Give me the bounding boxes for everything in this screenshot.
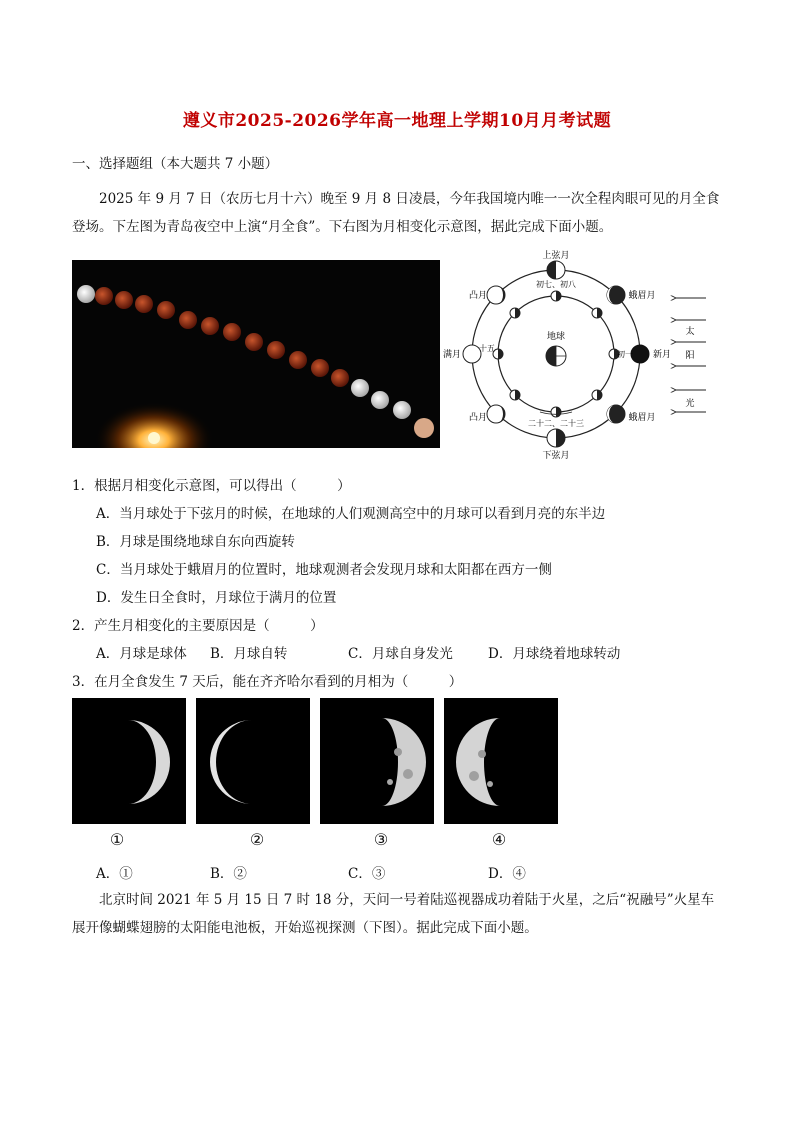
sunlight-char-2: 阳: [685, 351, 695, 361]
label-first-quarter-days: 初七、初八: [536, 280, 576, 289]
question-1-option-c[interactable]: C．当月球处于蛾眉月的位置时，地球观测者会发现月球和太阳都在西方一侧: [96, 562, 552, 578]
question-1-option-d[interactable]: D．发生日全食时，月球位于满月的位置: [96, 590, 337, 606]
question-2-option-a[interactable]: A．月球是球体: [96, 646, 187, 662]
lunar-eclipse-illustration: [72, 260, 440, 448]
question-3-option-a[interactable]: A．①: [96, 866, 133, 882]
question-1-option-b[interactable]: B．月球是围绕地球自东向西旋转: [96, 534, 295, 550]
closing-paragraph: 北京时间 2021 年 5 月 15 日 7 时 18 分，天问一号着陆巡视器成功着陆于火星，之后“祝融号”火星车展开像蝴蝶翅膀的太阳能电池板，开始巡视探测（下图）。据此完成下面小题。: [72, 892, 715, 936]
question-3-option-b[interactable]: B．②: [210, 866, 247, 882]
question-2-option-b[interactable]: B．月球自转: [210, 646, 288, 662]
question-1-option-a[interactable]: A．当月球处于下弦月的时候，在地球的人们观测高空中的月球可以看到月亮的东半边: [96, 506, 606, 522]
page-title: 遵义市2025-2026学年高一地理上学期10月月考试题: [182, 111, 612, 131]
moon-phase-photo-3: [320, 698, 434, 824]
label-first-quarter: 上弦月: [542, 251, 570, 261]
question-2-option-c[interactable]: C．月球自身发光: [348, 646, 453, 662]
lunar-eclipse-photo: [72, 260, 440, 448]
sunlight-char-3: 光: [685, 399, 695, 409]
intro-paragraph: 2025 年 9 月 7 日（农历七月十六）晚至 9 月 8 日凌晨，今年我国境内唯一一次全程肉眼可见的月全食登场。下左图为青岛夜空中上演“月全食”。下右图为月相变化示意图，据此完成下面小题。: [72, 191, 720, 235]
label-earth: 地球: [546, 332, 566, 342]
label-crescent-bottom: 蛾眉月: [628, 413, 656, 423]
question-3-option-d[interactable]: D．④: [488, 866, 526, 882]
label-new-moon-days: 初一: [617, 350, 633, 359]
label-gibbous-bottom: 凸月: [468, 413, 488, 423]
label-last-quarter-days: 二十二、二十三: [528, 419, 584, 428]
photo-label-1: ①: [109, 830, 125, 849]
moon-phase-photo-2: [196, 698, 310, 824]
photo-label-2: ②: [249, 830, 265, 849]
question-3-option-c[interactable]: C．③: [348, 866, 386, 882]
label-full-moon-days: 十五: [479, 344, 495, 353]
question-2-stem: 2．产生月相变化的主要原因是（ ）: [72, 618, 324, 634]
photo-label-3: ③: [373, 830, 389, 849]
label-full-moon: 满月: [442, 350, 462, 360]
question-2-option-d[interactable]: D．月球绕着地球转动: [488, 646, 621, 662]
moon-phase-diagram: [440, 250, 730, 462]
label-gibbous-top: 凸月: [468, 291, 488, 301]
section-heading: 一、选择题组（本大题共 7 小题）: [72, 156, 279, 172]
sunlight-char-1: 太: [685, 327, 695, 337]
moon-phase-photo-4: [444, 698, 558, 824]
label-last-quarter: 下弦月: [542, 451, 570, 461]
label-new-moon: 新月: [652, 350, 672, 360]
question-3-stem: 3．在月全食发生 7 天后，能在齐齐哈尔看到的月相为（ ）: [72, 674, 463, 690]
label-crescent-top: 蛾眉月: [628, 291, 656, 301]
question-1-stem: 1．根据月相变化示意图，可以得出（ ）: [72, 478, 351, 494]
photo-label-4: ④: [491, 830, 507, 849]
moon-phase-photo-1: [72, 698, 186, 824]
